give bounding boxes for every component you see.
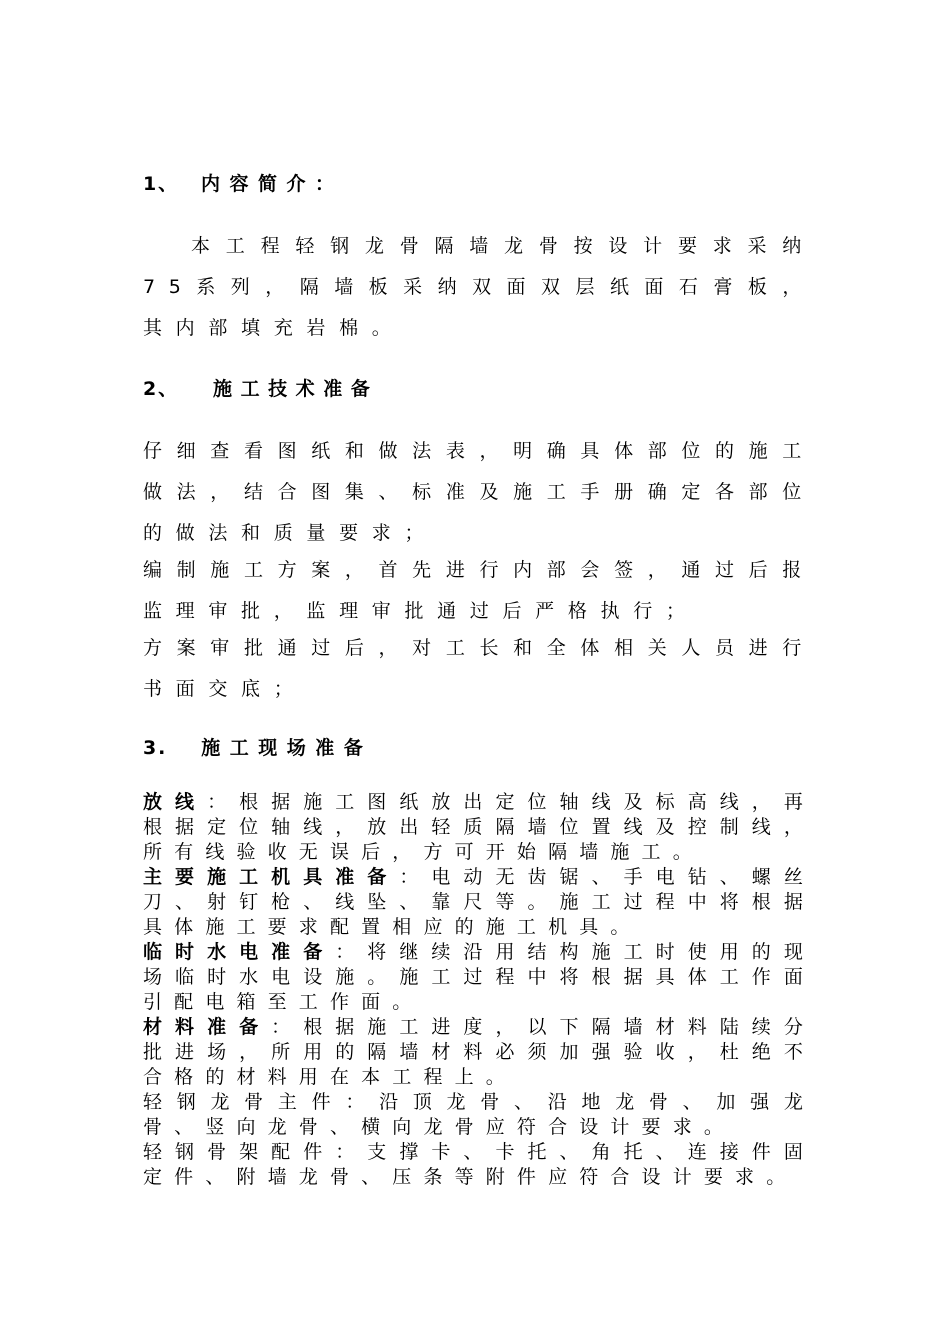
section-3-item	[143, 940, 815, 1015]
section-2-heading	[143, 373, 815, 405]
section-3-item	[143, 865, 815, 940]
item-text: 轻钢龙骨主件：沿顶龙骨、沿地龙骨、加强龙骨、竖向龙骨、横向龙骨应符合设计要求。	[143, 1091, 815, 1138]
section-3-number: 3.	[143, 737, 168, 759]
item-text: ：将继续沿用结构施工时使用的现场临时水电设施。施工过程中将根据具体工作面引配电箱至工作面。	[143, 941, 815, 1013]
item-text: ：根据施工图纸放出定位轴线及标高线，再根据定位轴线，放出轻质隔墙位置线及控制线，所有线验收无误后，方可开始隔墙施工。	[143, 791, 815, 863]
section-3-item	[143, 790, 815, 865]
item-text: ：根据施工进度，以下隔墙材料陆续分批进场，所用的隔墙材料必须加强验收，杜绝不合格的材料用在本工程上。	[143, 1016, 815, 1088]
document-content	[143, 168, 815, 1190]
section-1-title: 内容简介：	[201, 173, 344, 195]
section-3-item	[143, 1140, 815, 1190]
item-label: 材料准备	[143, 1016, 272, 1038]
section-2-item: 方案审批通过后，对工长和全体相关人员进行书面交底；	[143, 637, 815, 700]
section-1-paragraph: 本工程轻钢龙骨隔墙龙骨按设计要求采纳75系列，隔墙板采纳双面双层纸面石膏板，其内部填充岩棉。	[143, 235, 815, 339]
item-label: 放线	[143, 791, 208, 813]
section-3-item	[143, 1015, 815, 1090]
item-label: 临时水电准备	[143, 941, 336, 963]
item-text: 轻钢骨架配件：支撑卡、卡托、角托、连接件固定件、附墙龙骨、压条等附件应符合设计要求。	[143, 1141, 815, 1188]
item-text: ：电动无齿锯、手电钻、螺丝刀、射钉枪、线坠、靠尺等。施工过程中将根据具体施工要求配置相应的施工机具。	[143, 866, 815, 938]
section-2-number: 2、	[143, 378, 180, 400]
section-2-item: 仔细查看图纸和做法表，明确具体部位的施工做法，结合图集、标准及施工手册确定各部位的做法和质量要求；	[143, 440, 815, 544]
section-2-item: 编制施工方案，首先进行内部会签，通过后报监理审批，监理审批通过后严格执行；	[143, 559, 815, 622]
section-2-title: 施工技术准备	[213, 378, 379, 400]
section-3-title: 施工现场准备	[201, 737, 373, 759]
section-3-item	[143, 1090, 815, 1140]
item-label: 主要施工机具准备	[143, 866, 400, 888]
section-3-heading	[143, 732, 815, 764]
section-1-heading	[143, 168, 815, 200]
section-1-number: 1、	[143, 173, 180, 195]
